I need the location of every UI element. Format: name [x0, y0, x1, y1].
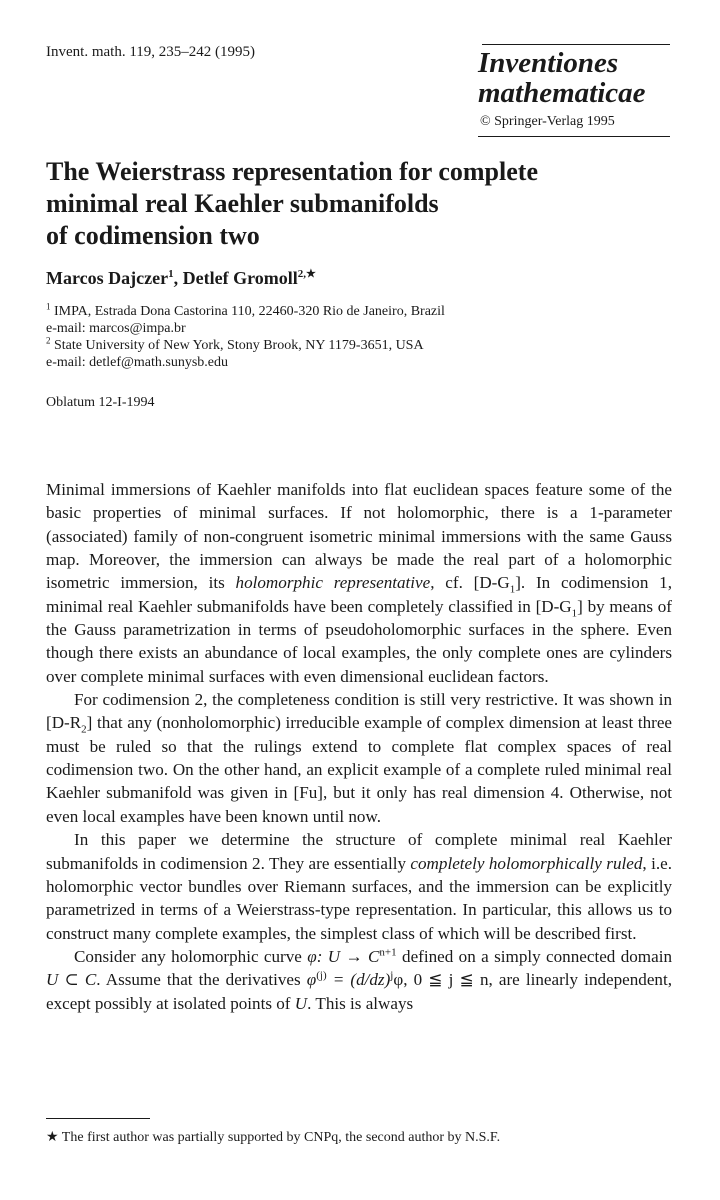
text-run: . This is always — [307, 993, 414, 1013]
math: φ — [306, 970, 317, 990]
affiliation-mark: 1 — [168, 268, 174, 280]
superscript: n+1 — [379, 946, 397, 959]
author-name: Detlef Gromoll — [182, 268, 298, 288]
email-2: e-mail: detlef@math.sunysb.edu — [46, 355, 229, 370]
affiliation-text: IMPA, Estrada Dona Castorina 110, 22460-320 Rio de Janeiro, Brazil — [54, 304, 445, 319]
text-run: , i.e. holomorphic vector bundles over Riemann surfaces, and the immersion can be explicitly parametrized in terms of a Weierstrass-type representation. In particular, this allows us to construct many complete examples, the simplest class of which will be described first. — [46, 853, 672, 943]
title-line: The Weierstrass representation for complete — [46, 157, 538, 186]
text-run: defined on a simply connected domain — [396, 946, 672, 966]
email-1: e-mail: marcos@impa.br — [46, 321, 186, 336]
paragraph-4 — [46, 945, 672, 1015]
journal-name-line2: mathematicae — [478, 77, 646, 109]
text-run: , cf. [D-G — [430, 573, 510, 593]
text-run: In this paper we determine the structure of complete minimal real Kaehler submanifolds in codimension 2. They are essentially — [46, 830, 672, 873]
received-date: Oblatum 12-I-1994 — [46, 395, 155, 410]
affiliation-2 — [46, 337, 445, 354]
text-run: φ, 0 ≦ j ≦ n, are linearly independent, except possibly at isolated points of — [46, 970, 672, 1013]
math: = (d/dz) — [326, 970, 391, 990]
affiliation-mark: 2,★ — [297, 268, 316, 280]
copyright-notice: © Springer-Verlag 1995 — [480, 114, 615, 129]
affiliation-text: State University of New York, Stony Brook, NY 1179-3651, USA — [54, 338, 424, 353]
emphasis: holomorphic representative — [235, 573, 431, 593]
paragraph-1 — [46, 478, 672, 688]
superscript: (j) — [316, 969, 327, 982]
affiliation-mark: 1 — [46, 301, 51, 312]
subscript: 1 — [509, 583, 516, 596]
text-run: Minimal immersions of Kaehler manifolds into flat euclidean spaces feature some of the basic properties of minimal surfaces. If not holomorphic, there is a 1-parameter (associated) family of non-congruent isometric minimal immersions with the same Gauss map. Moreover, the immersion can always be made the real part of a holomorphic isometric immersion, its — [46, 480, 672, 593]
journal-citation: Invent. math. 119, 235–242 (1995) — [46, 44, 255, 60]
journal-name-line1: Inventiones — [478, 47, 619, 79]
subscript: 1 — [571, 607, 578, 620]
math: U — [294, 993, 308, 1013]
author-list: Marcos Dajczer$^1$, Detlef Gromoll$^{2,★}$ — [46, 268, 316, 288]
paper-title — [46, 156, 646, 252]
text-run: ] by means of the Gauss parametrization in terms of pseudoholomorphic surfaces in the sphere. Even though there exists an abundance of local examples, the only complete ones are cylinders over complete minimal surfaces with even dimensional euclidean factors. — [46, 596, 672, 686]
title-line: minimal real Kaehler submanifolds — [46, 189, 439, 218]
paragraph-2 — [46, 688, 672, 828]
author-name: Marcos Dajczer — [46, 268, 169, 288]
math: φ: U → C — [307, 946, 380, 966]
footnote-star-icon: ★ — [46, 1130, 59, 1145]
emphasis: completely holomorphically ruled — [410, 853, 643, 873]
footnote-rule — [46, 1118, 150, 1119]
superscript: j — [390, 969, 394, 982]
text-run: ]. In codimension 1, minimal real Kaehler submanifolds have been completely classified in [D-G — [46, 573, 672, 616]
text-run: . Assume that the derivatives — [96, 970, 307, 990]
math: U ⊂ C — [46, 970, 97, 990]
affiliation-1 — [46, 303, 445, 320]
subscript: 2 — [81, 723, 87, 736]
affiliation-mark: 2 — [46, 335, 51, 346]
footnote — [46, 1129, 500, 1146]
text-run: ] that any (nonholomorphic) irreducible example of complex dimension at least three must be ruled so that the rulings extend to complete flat complex spaces of real codimension two. On the other hand, an explicit example of a complete ruled minimal real Kaehler submanifold was given in [Fu], but it only has real dimension 4. Otherwise, not even local examples have been known until now. — [46, 713, 672, 826]
text-run: For codimension 2, the completeness condition is still very restrictive. It was shown in [D-R — [46, 690, 672, 733]
masthead-bottom-rule — [478, 136, 670, 137]
masthead-top-rule — [482, 44, 670, 45]
title-line: of codimension two — [46, 221, 260, 250]
journal-masthead — [478, 44, 670, 137]
affiliations — [46, 303, 445, 371]
body-text — [46, 478, 672, 1015]
text-run: Consider any holomorphic curve — [74, 946, 308, 966]
paragraph-3 — [46, 828, 672, 945]
footnote-text: The first author was partially supported by CNPq, the second author by N.S.F. — [58, 1130, 501, 1145]
